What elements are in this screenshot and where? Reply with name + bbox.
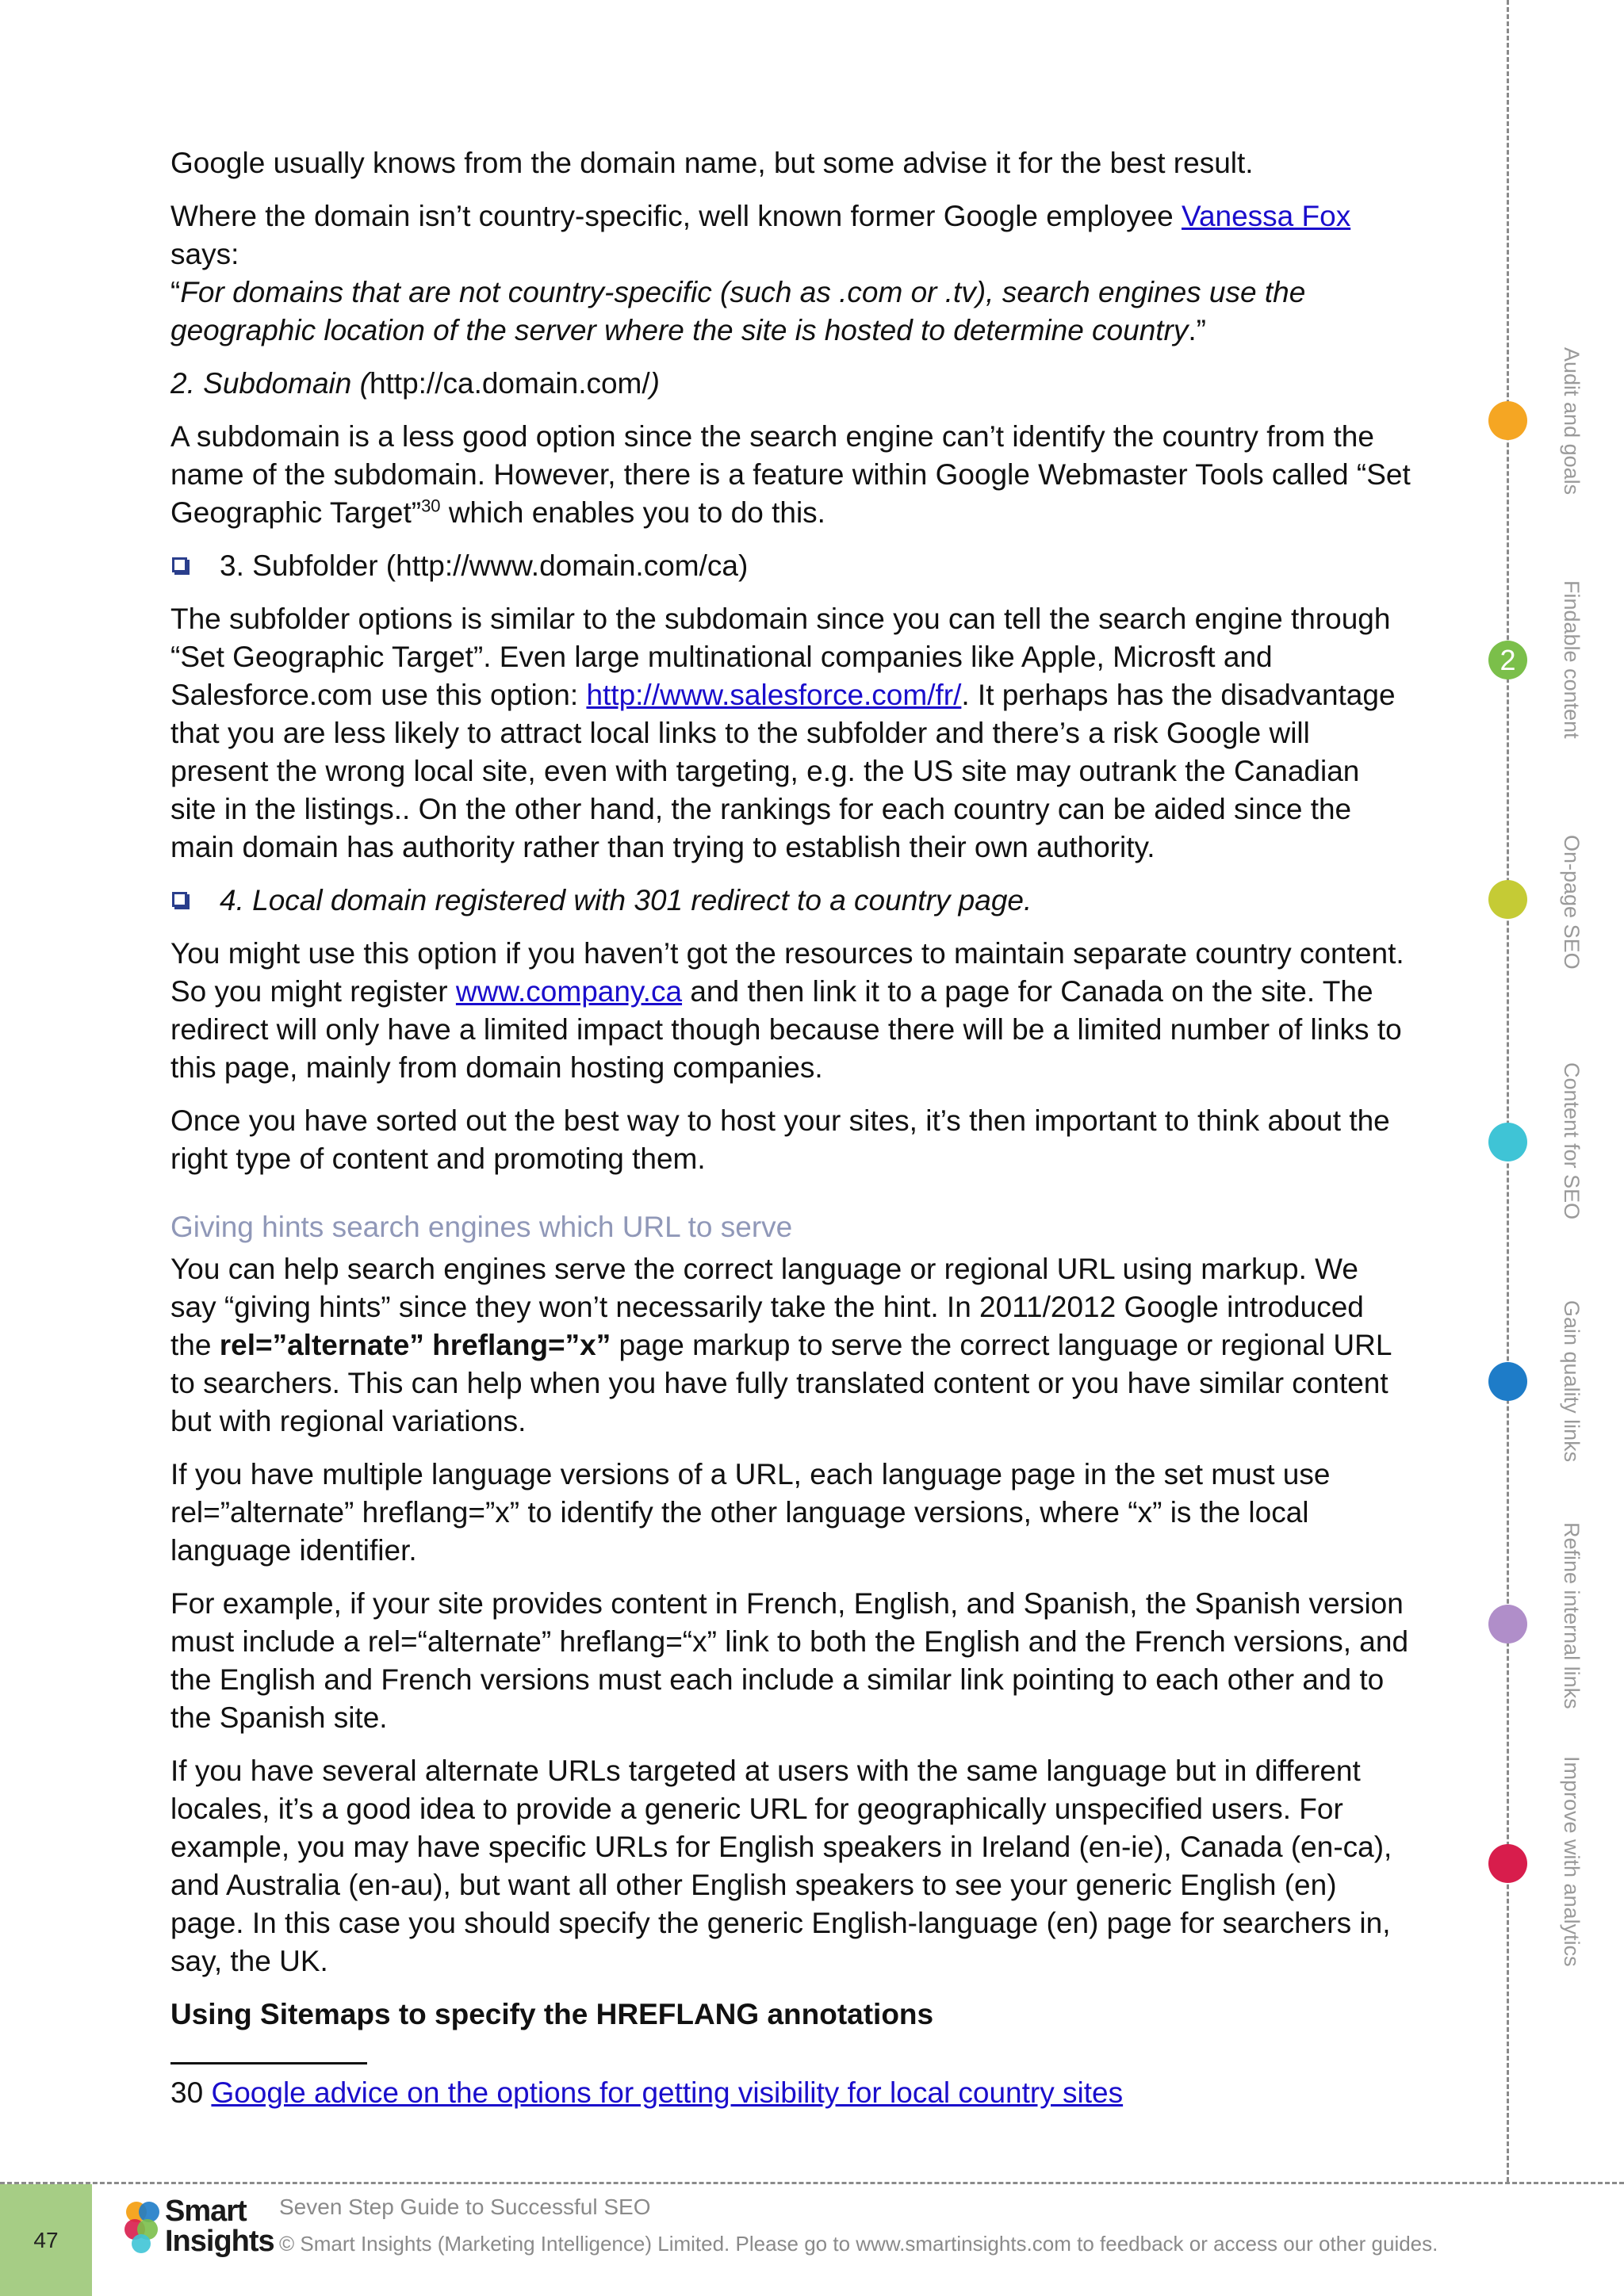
step-label-analytics[interactable]: Improve with analytics — [1560, 1756, 1584, 1967]
step-dot-links[interactable] — [1488, 1362, 1527, 1401]
vanessa-fox-link[interactable]: Vanessa Fox — [1182, 200, 1351, 232]
paragraph: You might use this option if you haven’t got the resources to maintain separate country content. So you might register www.company.ca and then link it to a page for Canada on the site. The redirect will only have a limited impact though because there will be a limited number of links to this page, mainly from domain hosting companies. — [170, 937, 1404, 1084]
quote: For domains that are not country-specific (such as .com or .tv), search engines use the geographic location of the server where the site is hosted to determine country — [170, 276, 1306, 346]
logo-text: Smart Insights — [165, 2195, 274, 2258]
paragraph: You can help search engines serve the correct language or regional URL using markup. We say “giving hints” since they won’t necessarily take the hint. In 2011/2012 Google introduced the rel=”alternate” hreflang=”x” page markup to serve the correct language or regional URL to searchers. This can help when you have fully translated content or you have similar content but with regional variations. — [170, 1253, 1392, 1437]
paragraph: If you have several alternate URLs targeted at users with the same language but in different locales, it’s a good idea to provide a generic URL for geographically unspecified users. For example, you may have specific URLs for English speakers in Ireland (en-ie), Canada (en-ca), and Australia (en-au), but want all other English speakers to see your generic English (en) page. In this case you should specify the generic English-language (en) page for searchers in, say, the UK. — [170, 1755, 1392, 1977]
paragraph: If you have multiple language versions of a URL, each language page in the set must use rel=”alternate” hreflang=”x” to identify the other language versions, where “x” is the local language identifier. — [170, 1458, 1331, 1567]
paragraph: Once you have sorted out the best way to host your sites, it’s then important to think about the right type of content and promoting them. — [170, 1104, 1390, 1175]
paragraph: Google usually knows from the domain name, but some advise it for the best result. — [170, 147, 1254, 179]
footer-divider — [0, 2182, 1624, 2184]
subdomain-heading: 2. Subdomain (http://ca.domain.com/) — [170, 367, 660, 400]
salesforce-link[interactable]: http://www.salesforce.com/fr/ — [586, 679, 962, 711]
section-subheading: Giving hints search engines which URL to serve — [170, 1211, 793, 1243]
step-label-content[interactable]: Content for SEO — [1560, 1062, 1584, 1220]
bullet-subfolder: 3. Subfolder (http://www.domain.com/ca) — [170, 547, 1411, 585]
paragraph: The subfolder options is similar to the subdomain since you can tell the search engine through “Set Geographic Target”. Even large multinational companies like Apple, Microsft and Salesforce.com use this option: http://www.salesforce.com/fr/. It perhaps has the disadvantage that you are less likely to attract local links to the subfolder and there’s a risk Google will present the wrong local site, even with targeting, e.g. the US site may outrank the Canadian site in the listings.. On the other hand, the rankings for each country can be aided since the main domain has authority rather than trying to establish their own authority. — [170, 603, 1396, 863]
paragraph: For example, if your site provides content in French, English, and Spanish, the Spanish version must include a rel=“alternate” hreflang=“x” link to both the English and the French versions, and the English and French versions must each include a similar link pointing to each other and to the Spanish site. — [170, 1587, 1409, 1734]
step-label-findable[interactable]: Findable content — [1560, 580, 1584, 739]
sitemaps-heading: Using Sitemaps to specify the HREFLANG annotations — [170, 1998, 934, 2030]
paragraph: Where the domain isn’t country-specific, well known former Google employee Vanessa Fox says: “For domains that are not country-specific (such as .com or .tv), search engines use the geographic location of the server where the site is hosted to determine country.” — [170, 200, 1351, 346]
checkbox-bullet-icon — [172, 892, 187, 907]
checkbox-bullet-icon — [172, 557, 187, 572]
step-dot-internal[interactable] — [1488, 1605, 1527, 1644]
footer-copyright: © Smart Insights (Marketing Intelligence) Limited. Please go to www.smartinsights.com to feedback or access our other guides. — [279, 2232, 1438, 2256]
footnote-ref: 30 — [421, 496, 441, 516]
step-label-audit[interactable]: Audit and goals — [1560, 347, 1584, 496]
footnote: 30 Google advice on the options for getting visibility for local country sites — [170, 2076, 1124, 2109]
footnote-divider — [170, 2062, 367, 2064]
company-ca-link[interactable]: www.company.ca — [455, 975, 683, 1008]
page-number: 47 — [0, 2184, 92, 2296]
main-content — [170, 144, 1411, 2112]
step-dot-onpage[interactable] — [1488, 880, 1527, 919]
paragraph: A subdomain is a less good option since the search engine can’t identify the country from the name of the subdomain. However, there is a feature within Google Webmaster Tools called “Set Geographic Target”$^{30}$ which enables you to do this. — [170, 420, 1411, 529]
footnote-link[interactable]: Google advice on the options for getting visibility for local country sites — [211, 2076, 1124, 2109]
step-label-links[interactable]: Gain quality links — [1560, 1300, 1584, 1463]
step-dot-audit[interactable] — [1488, 401, 1527, 440]
step-label-onpage[interactable]: On-page SEO — [1560, 835, 1584, 970]
step-label-internal[interactable]: Refine internal links — [1560, 1522, 1584, 1709]
step-dot-analytics[interactable] — [1488, 1844, 1527, 1883]
footer-title: Seven Step Guide to Successful SEO — [279, 2195, 651, 2219]
step-dot-content[interactable] — [1488, 1123, 1527, 1161]
step-dot-findable[interactable]: 2 — [1488, 641, 1527, 679]
bullet-local-domain: 4. Local domain registered with 301 redirect to a country page. — [170, 882, 1411, 920]
